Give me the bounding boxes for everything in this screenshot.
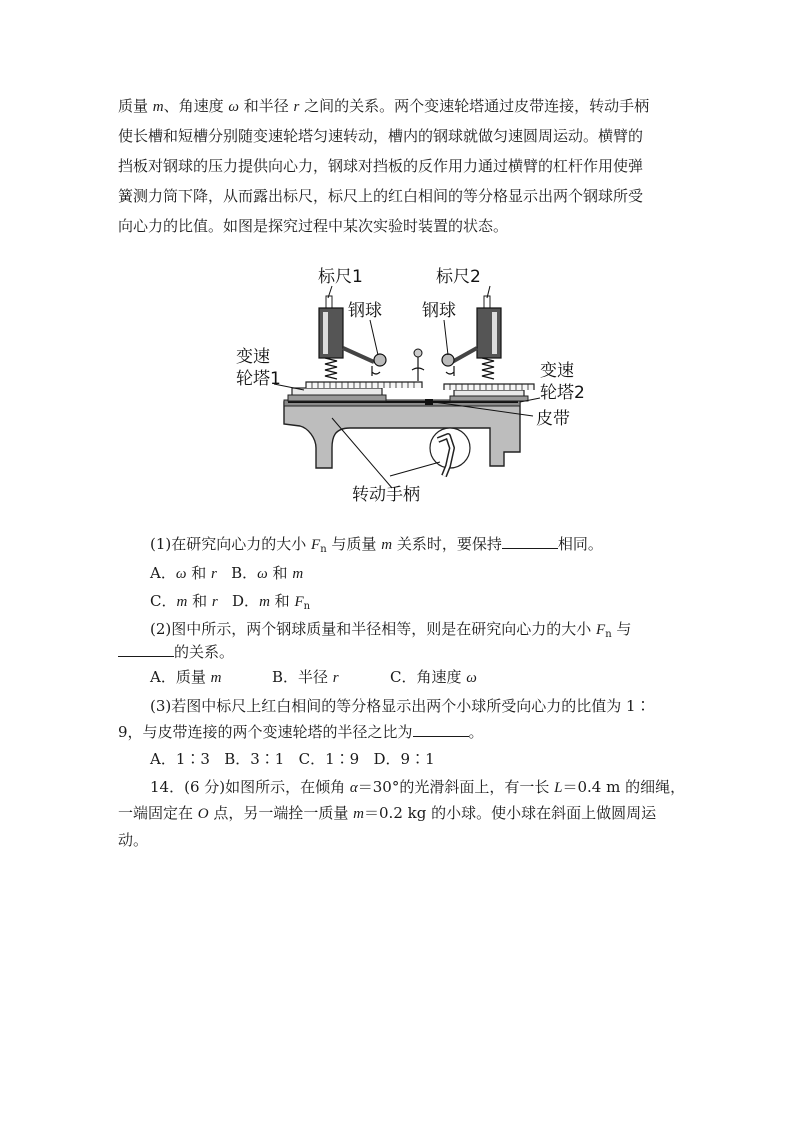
q1-options-row-2 bbox=[150, 591, 310, 617]
q14-line-3: 动。 bbox=[118, 831, 149, 849]
q1-options-row-1 bbox=[150, 563, 303, 584]
q14-line-1: 14．(6 分)如图所示，在倾角 α＝30°的光滑斜面上，有一长 L＝0.4 m 的细绳， bbox=[150, 778, 686, 796]
tower-2 bbox=[444, 384, 534, 401]
q1-option-d: D．m 和 $F_n$ bbox=[232, 592, 311, 612]
center-post bbox=[412, 349, 424, 381]
label-tower-1-b: 轮塔1 bbox=[236, 369, 281, 389]
q1-option-b: B．ω 和 m bbox=[231, 564, 304, 582]
tower-1 bbox=[288, 382, 422, 401]
q2-option-c: C．角速度 ω bbox=[390, 668, 477, 686]
label-tower-2-a: 变速 bbox=[540, 361, 574, 381]
label-handle: 转动手柄 bbox=[352, 485, 420, 505]
q3-stem-line-1: (3)若图中标尺上红白相间的等分格显示出两个小球所受向心力的比值为 1∶ bbox=[150, 697, 651, 715]
steel-ball-left bbox=[372, 354, 386, 376]
q3-answer-blank[interactable] bbox=[413, 722, 469, 737]
q2-answer-blank[interactable] bbox=[118, 642, 174, 657]
label-belt: 皮带 bbox=[536, 409, 570, 429]
intro-line-4: 簧测力筒下降，从而露出标尺，标尺上的红白相间的等分格显示出两个钢球所受 bbox=[118, 187, 644, 205]
label-steel-ball-right: 钢球 bbox=[422, 301, 456, 321]
label-tower-1-a: 变速 bbox=[236, 347, 270, 367]
q1-option-c: C．m 和 r bbox=[150, 592, 218, 610]
intro-line-1: 质量 m、角速度 ω 和半径 r 之间的关系。两个变速轮塔通过皮带连接，转动手柄 bbox=[118, 97, 650, 115]
q2-options bbox=[150, 667, 477, 688]
q2-stem-line-2: 的关系。 bbox=[118, 642, 234, 662]
intro-line-3: 挡板对钢球的压力提供向心力，钢球对挡板的反作用力通过横臂的杠杆作用使弹 bbox=[118, 157, 644, 175]
q1-stem: (1)在研究向心力的大小 $F_n$ 与质量 m 关系时，要保持 相同。 bbox=[150, 535, 603, 555]
label-steel-ball-left: 钢球 bbox=[348, 301, 382, 321]
spring-cylinder-2 bbox=[452, 296, 501, 379]
label-ruler-2: 标尺2 bbox=[436, 267, 481, 287]
steel-ball-right bbox=[442, 354, 454, 376]
intro-line-5: 向心力的比值。如图是探究过程中某次实验时装置的状态。 bbox=[118, 217, 509, 235]
q2-stem-line-1: (2)图中所示，两个钢球质量和半径相等，则是在研究向心力的大小 $F_n$ 与 bbox=[150, 620, 632, 640]
q1-answer-blank[interactable] bbox=[502, 534, 558, 549]
q3-options: A．1∶3 B．3∶1 C．1∶9 D．9∶1 bbox=[150, 750, 435, 768]
base-frame bbox=[284, 400, 520, 468]
q2-option-b: B．半径 r bbox=[272, 668, 339, 686]
label-tower-2-b: 轮塔2 bbox=[540, 383, 585, 403]
intro-line-2: 使长槽和短槽分别随变速轮塔匀速转动，槽内的钢球就做匀速圆周运动。横臂的 bbox=[118, 127, 644, 145]
q14-line-2: 一端固定在 O 点，另一端拴一质量 m＝0.2 kg 的小球。使小球在斜面上做圆周运 bbox=[118, 804, 657, 822]
label-ruler-1: 标尺1 bbox=[318, 267, 363, 287]
apparatus-figure bbox=[222, 252, 622, 514]
q1-option-a: A．ω 和 r bbox=[150, 564, 217, 582]
handle bbox=[430, 428, 470, 476]
q3-stem-line-2: 9，与皮带连接的两个变速轮塔的半径之比为 。 bbox=[118, 723, 484, 741]
q2-option-a: A．质量 m bbox=[150, 668, 222, 686]
